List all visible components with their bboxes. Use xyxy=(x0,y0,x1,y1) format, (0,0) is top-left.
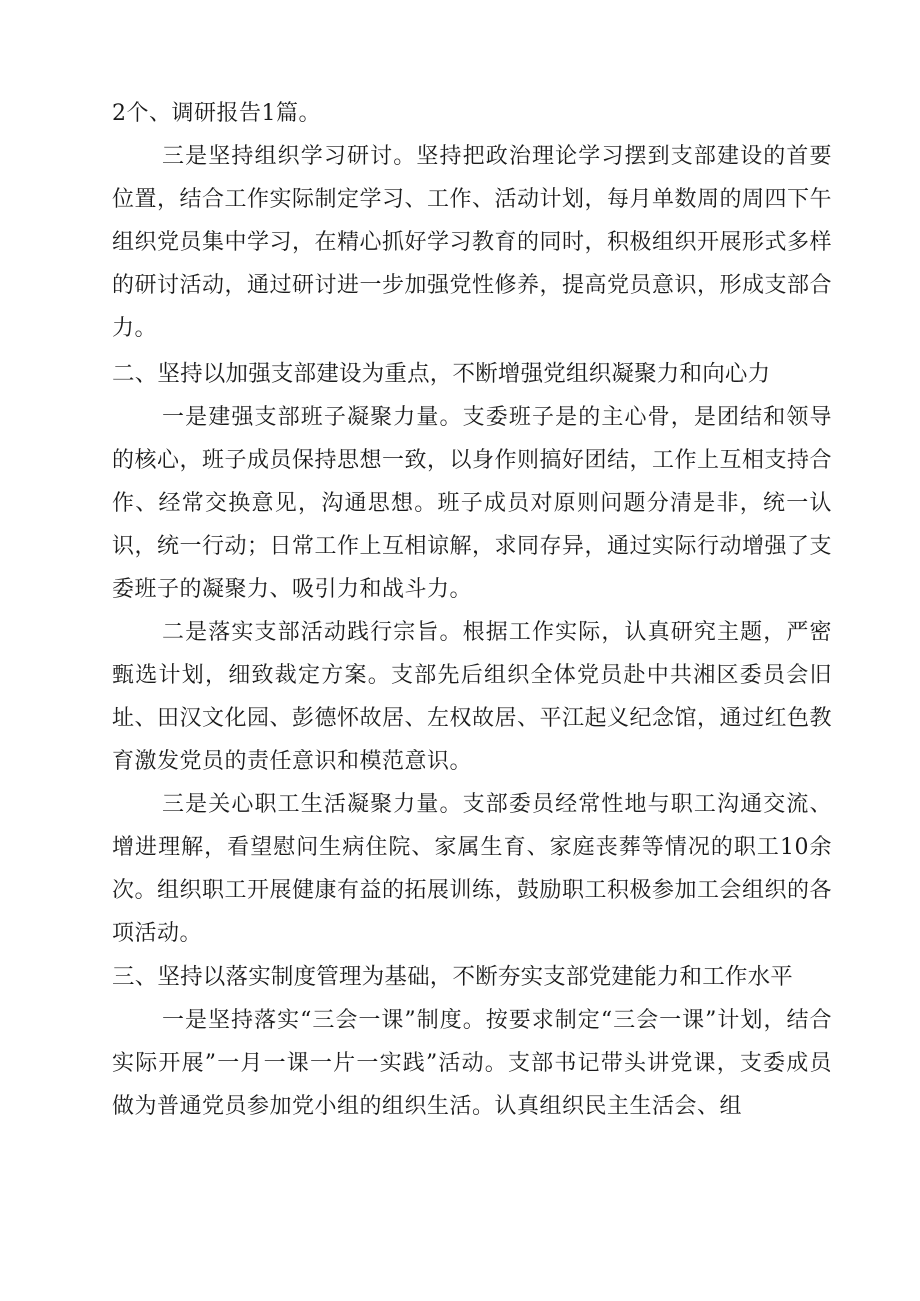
paragraph-continuation: 2个、调研报告1篇。 xyxy=(112,101,321,126)
paragraph-three-meetings-one-lesson: 一是坚持落实“三会一课”制度。按要求制定“三会一课”计划，结合实际开展”一月一课一片一实践”活动。支部书记带头讲党课，支委成员做为普通党员参加党小组的组织生活。认真组织民主生活会、组 xyxy=(112,1008,832,1119)
paragraph-leadership-cohesion: 一是建强支部班子凝聚力量。支委班子是的主心骨，是团结和领导的核心，班子成员保持思想一致，以身作则搞好团结，工作上互相支持合作、经常交换意见，沟通思想。班子成员对原则问题分清是非，统一认识，统一行动；日常工作上互相谅解，求同存异，通过实际行动增强了支委班子的凝聚力、吸引力和战斗力。 xyxy=(112,405,833,602)
document-body xyxy=(112,92,832,1128)
section-heading-three: 三、坚持以落实制度管理为基础，不断夯实支部党建能力和工作水平 xyxy=(112,964,794,990)
paragraph-employee-care: 三是关心职工生活凝聚力量。支部委员经常性地与职工沟通交流、增进理解，看望慰问生病住院、家属生育、家庭丧葬等情况的职工10余次。组织职工开展健康有益的拓展训练，鼓励职工积极参加工会组织的各项活动。 xyxy=(112,792,833,946)
section-heading-two: 二、坚持以加强支部建设为重点，不断增强党组织凝聚力和向心力 xyxy=(112,361,771,387)
paragraph-branch-activities: 二是落实支部活动践行宗旨。根据工作实际，认真研究主题，严密甄选计划，细致裁定方案。支部先后组织全体党员赴中共湘区委员会旧址、田汉文化园、彭德怀故居、左权故居、平江起义纪念馆，通过红色教育激发党员的责任意识和模范意识。 xyxy=(112,620,833,774)
paragraph-study-discussion: 三是坚持组织学习研讨。坚持把政治理论学习摆到支部建设的首要位置，结合工作实际制定学习、工作、活动计划，每月单数周的周四下午组织党员集中学习，在精心抓好学习教育的同时，积极组织开展形式多样的研讨活动，通过研讨进一步加强党性修养，提高党员意识，形成支部合力。 xyxy=(112,144,833,341)
